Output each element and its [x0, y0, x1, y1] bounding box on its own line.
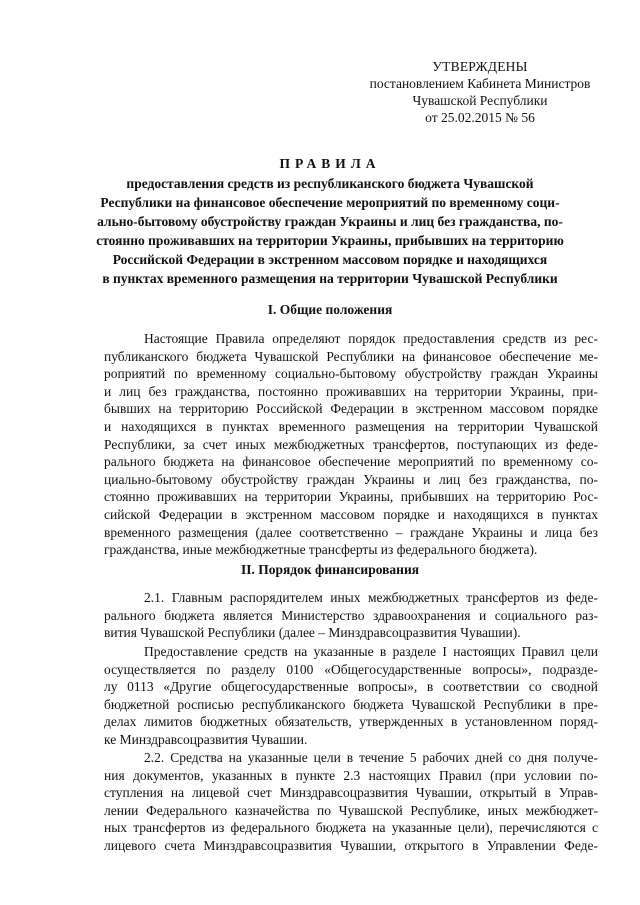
title-line: Республики на финансовое обеспечение мероприятий по временному соци- [100, 195, 560, 210]
section-heading: I. Общие положения [267, 302, 393, 317]
paragraph-line: ке Минздравсоцразвития Чувашии. [104, 731, 308, 747]
approval-line: постановлением Кабинета Министров [369, 76, 591, 91]
paragraph-line: осуществляется по разделу 0100 «Общегосударственные вопросы», подразде- [104, 661, 598, 677]
paragraph-line: лении Федерального казначейства по Чувашской Республике, иных межбюджет- [104, 802, 598, 818]
paragraph-line: лу 0113 «Другие общегосударственные вопросы», в соответствии со сводной [104, 679, 598, 695]
approval-stamp [360, 58, 600, 126]
paragraph-line: гражданства, иные межбюджетные трансферты из федерального бюджета). [104, 542, 538, 558]
paragraph-line: и находящихся в пунктах временного размещения на территории Чувашской [104, 418, 598, 434]
paragraph [104, 330, 598, 559]
paragraph-line: вития Чувашской Республики (далее – Минздравсоцразвития Чувашии). [104, 625, 521, 641]
title-line: ально-бытовому обустройству граждан Украины и лиц без гражданства, по- [97, 214, 563, 229]
paragraph-line: и лиц без гражданства, постоянно проживавших на территории Украины, при- [104, 383, 598, 399]
paragraph-line: Настоящие Правила определяют порядок предоставления средств из рес- [144, 331, 598, 346]
paragraph-line: делах лимитов бюджетных обязательств, утвержденных в установленном поряд- [104, 714, 598, 730]
document-title [60, 154, 600, 288]
paragraph-line: сийской Федерации в экстренном массовом порядке и находящихся в пунктах [104, 506, 598, 522]
approval-line: Чувашской Республики [412, 93, 548, 108]
paragraph-line: ния документов, указанных в пункте 2.3 настоящих Правил (при условии по- [104, 767, 598, 783]
paragraph-line: публиканского бюджета Чувашской Республики на финансовое обеспечение ме- [104, 348, 598, 364]
paragraph-line: Предоставление средств на указанные в разделе I настоящих Правил цели [144, 644, 598, 659]
paragraph [104, 643, 598, 749]
paragraph-line: роприятий по временному социально-бытовому обустройству граждан Украины [104, 366, 598, 382]
paragraph-line: лицевого счета Минздравсоцразвития Чувашии, открытого в Управлении Феде- [104, 837, 598, 853]
paragraph-line: бывших на территорию Российской Федерации в экстренном массовом порядке [104, 401, 598, 417]
paragraph [104, 589, 598, 642]
approval-heading: УТВЕРЖДЕНЫ [432, 59, 528, 74]
paragraph-line: стоянно проживавших на территории Украины, прибывших на территорию Рос- [104, 489, 598, 505]
paragraph-line: ступления на лицевой счет Минздравсоцразвития Чувашии, открытый в Управ- [104, 785, 598, 801]
approval-line: от 25.02.2015 № 56 [425, 110, 535, 125]
paragraph-line: Республики, за счет иных межбюджетных трансфертов, поступающих из феде- [104, 436, 598, 452]
paragraph-line: временного размещения (далее соответственно – граждане Украины и лица без [104, 524, 598, 540]
paragraph-line: рального бюджета на финансовое обеспечение мероприятий по временному со- [104, 454, 598, 470]
paragraph-line: 2.2. Средства на указанные цели в течение 5 рабочих дней со дня получе- [144, 750, 598, 765]
title-line: в пунктах временного размещения на территории Чувашской Республики [102, 271, 558, 286]
paragraph-line: бюджетной росписью республиканского бюджета Чувашской Республики в пре- [104, 696, 598, 712]
paragraph-line: 2.1. Главным распорядителем иных межбюджетных трансфертов из феде- [144, 590, 598, 605]
title-line: предоставления средств из республиканского бюджета Чувашской [126, 176, 534, 191]
title-line: Российской Федерации в экстренном массовом порядке и находящихся [112, 252, 548, 267]
paragraph-line: рального бюджета является Министерство здравоохранения и социального раз- [104, 607, 598, 623]
paragraph-line: ных трансфертов из федерального бюджета на указанные цели), перечисляются с [104, 820, 598, 836]
section-heading: II. Порядок финансирования [240, 562, 420, 577]
title-line: стоянно проживавших на территории Украины, прибывших на территорию [96, 233, 564, 248]
title-rules: ПРАВИЛА [279, 156, 381, 171]
paragraph [104, 749, 598, 855]
paragraph-line: циально-бытовому обустройству граждан Украины и лиц без гражданства, по- [104, 471, 598, 487]
